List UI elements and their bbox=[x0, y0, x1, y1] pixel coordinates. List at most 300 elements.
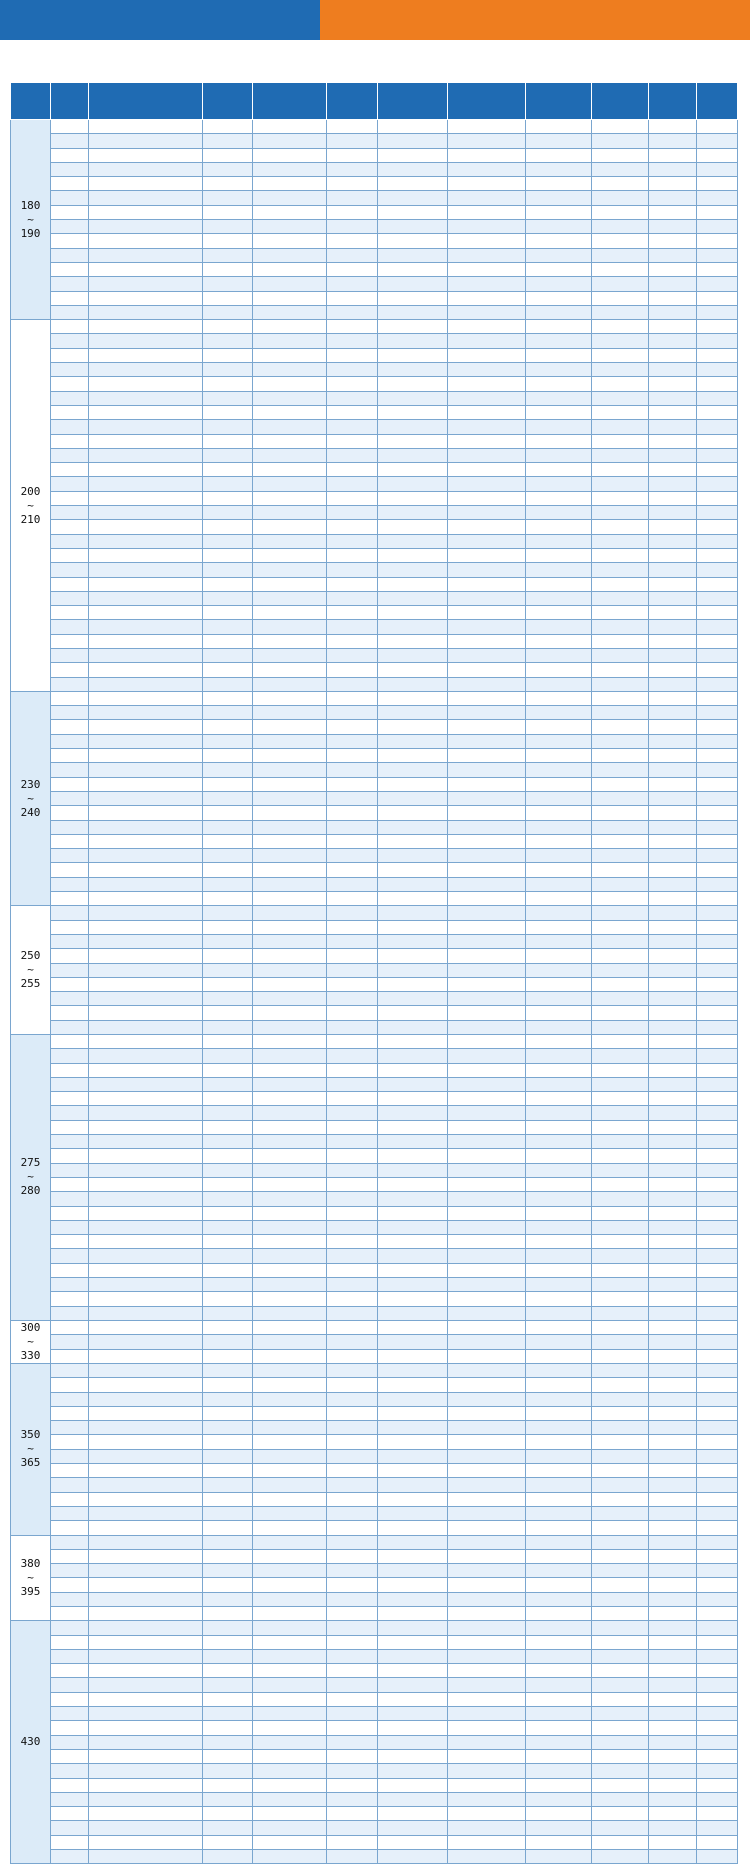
table-cell bbox=[649, 1163, 697, 1177]
table-cell bbox=[697, 634, 738, 648]
table-row bbox=[11, 1792, 738, 1806]
table-cell bbox=[649, 1835, 697, 1849]
table-cell bbox=[327, 348, 378, 362]
table-cell bbox=[253, 262, 327, 276]
row-number-cell bbox=[51, 1320, 89, 1334]
table-cell bbox=[526, 1850, 592, 1864]
table-cell bbox=[253, 977, 327, 991]
table-cell bbox=[327, 563, 378, 577]
table-cell bbox=[649, 506, 697, 520]
table-row bbox=[11, 992, 738, 1006]
table-cell bbox=[649, 1192, 697, 1206]
table-cell bbox=[526, 634, 592, 648]
table-cell bbox=[592, 1406, 649, 1420]
table-cell bbox=[203, 820, 253, 834]
row-number-cell bbox=[51, 763, 89, 777]
table-row bbox=[11, 1664, 738, 1678]
table-cell bbox=[327, 1077, 378, 1091]
table-cell bbox=[448, 1664, 526, 1678]
table-cell bbox=[526, 291, 592, 305]
table-cell bbox=[89, 791, 203, 805]
table-cell bbox=[327, 791, 378, 805]
table-cell bbox=[448, 1778, 526, 1792]
table-cell bbox=[526, 1292, 592, 1306]
row-number-cell bbox=[51, 677, 89, 691]
table-row bbox=[11, 1235, 738, 1249]
table-cell bbox=[697, 577, 738, 591]
table-cell bbox=[592, 1778, 649, 1792]
table-cell bbox=[526, 420, 592, 434]
table-cell bbox=[89, 734, 203, 748]
table-cell bbox=[203, 1035, 253, 1049]
series-label-line: 210 bbox=[20, 512, 41, 526]
table-cell bbox=[697, 1707, 738, 1721]
table-cell bbox=[592, 1349, 649, 1363]
table-cell bbox=[649, 1220, 697, 1234]
table-row bbox=[11, 434, 738, 448]
table-cell bbox=[649, 1592, 697, 1606]
table-cell bbox=[697, 234, 738, 248]
table-cell bbox=[526, 1163, 592, 1177]
table-cell bbox=[253, 420, 327, 434]
row-number-cell bbox=[51, 1263, 89, 1277]
table-cell bbox=[203, 1707, 253, 1721]
table-cell bbox=[526, 1020, 592, 1034]
table-cell bbox=[697, 1835, 738, 1849]
table-cell bbox=[448, 1721, 526, 1735]
row-number-cell bbox=[51, 706, 89, 720]
table-cell bbox=[253, 134, 327, 148]
table-cell bbox=[448, 363, 526, 377]
table-row bbox=[11, 506, 738, 520]
table-cell bbox=[253, 691, 327, 705]
table-cell bbox=[592, 363, 649, 377]
table-cell bbox=[448, 634, 526, 648]
row-number-cell bbox=[51, 234, 89, 248]
table-cell bbox=[592, 620, 649, 634]
table-row bbox=[11, 892, 738, 906]
row-number-cell bbox=[51, 305, 89, 319]
table-cell bbox=[448, 1235, 526, 1249]
row-number-cell bbox=[51, 463, 89, 477]
table-cell bbox=[649, 1406, 697, 1420]
table-cell bbox=[697, 906, 738, 920]
table-cell bbox=[448, 1378, 526, 1392]
table-cell bbox=[697, 1807, 738, 1821]
table-cell bbox=[89, 1020, 203, 1034]
table-cell bbox=[378, 906, 448, 920]
table-cell bbox=[378, 1278, 448, 1292]
table-cell bbox=[327, 1135, 378, 1149]
table-row bbox=[11, 1406, 738, 1420]
table-cell bbox=[697, 1049, 738, 1063]
table-cell bbox=[697, 949, 738, 963]
table-cell bbox=[526, 120, 592, 134]
row-number-cell bbox=[51, 148, 89, 162]
table-cell bbox=[378, 834, 448, 848]
table-cell bbox=[378, 1135, 448, 1149]
table-cell bbox=[649, 877, 697, 891]
table-row bbox=[11, 148, 738, 162]
series-label-line: ~ bbox=[27, 1570, 34, 1584]
row-number-cell bbox=[51, 448, 89, 462]
table-cell bbox=[526, 134, 592, 148]
table-cell bbox=[592, 1249, 649, 1263]
table-cell bbox=[448, 606, 526, 620]
table-cell bbox=[203, 1149, 253, 1163]
table-cell bbox=[592, 834, 649, 848]
series-label-line: 330 bbox=[20, 1348, 41, 1362]
table-cell bbox=[378, 992, 448, 1006]
table-row bbox=[11, 820, 738, 834]
table-cell bbox=[253, 620, 327, 634]
table-cell bbox=[697, 148, 738, 162]
table-row bbox=[11, 363, 738, 377]
table-cell bbox=[697, 1020, 738, 1034]
row-number-cell bbox=[51, 806, 89, 820]
table-cell bbox=[89, 348, 203, 362]
table-cell bbox=[253, 1635, 327, 1649]
table-cell bbox=[203, 1192, 253, 1206]
table-cell bbox=[649, 577, 697, 591]
table-cell bbox=[327, 1778, 378, 1792]
table-cell bbox=[327, 849, 378, 863]
table-cell bbox=[592, 1592, 649, 1606]
table-cell bbox=[203, 1764, 253, 1778]
table-cell bbox=[378, 1521, 448, 1535]
row-number-cell bbox=[51, 1506, 89, 1520]
table-cell bbox=[89, 534, 203, 548]
table-cell bbox=[327, 477, 378, 491]
table-cell bbox=[327, 1807, 378, 1821]
table-cell bbox=[327, 1764, 378, 1778]
table-cell bbox=[592, 1549, 649, 1563]
table-cell bbox=[327, 1063, 378, 1077]
table-cell bbox=[592, 1206, 649, 1220]
table-cell bbox=[253, 1149, 327, 1163]
table-cell bbox=[378, 377, 448, 391]
table-cell bbox=[327, 534, 378, 548]
table-cell bbox=[203, 791, 253, 805]
table-cell bbox=[697, 291, 738, 305]
table-cell bbox=[327, 1120, 378, 1134]
table-cell bbox=[253, 1392, 327, 1406]
table-cell bbox=[378, 1378, 448, 1392]
table-cell bbox=[697, 1392, 738, 1406]
table-row bbox=[11, 877, 738, 891]
table-cell bbox=[253, 763, 327, 777]
series-label-line: 255 bbox=[20, 977, 41, 991]
table-row bbox=[11, 1378, 738, 1392]
table-cell bbox=[327, 763, 378, 777]
table-cell bbox=[253, 577, 327, 591]
table-cell bbox=[203, 1120, 253, 1134]
table-cell bbox=[592, 663, 649, 677]
table-cell bbox=[203, 749, 253, 763]
table-cell bbox=[592, 1821, 649, 1835]
table-cell bbox=[592, 920, 649, 934]
table-cell bbox=[327, 1020, 378, 1034]
table-cell bbox=[649, 892, 697, 906]
table-cell bbox=[327, 1649, 378, 1663]
table-cell bbox=[327, 1149, 378, 1163]
table-cell bbox=[253, 1606, 327, 1620]
table-cell bbox=[253, 1349, 327, 1363]
row-number-cell bbox=[51, 849, 89, 863]
table-cell bbox=[697, 1850, 738, 1864]
table-cell bbox=[448, 1306, 526, 1320]
table-cell bbox=[649, 220, 697, 234]
table-cell bbox=[327, 448, 378, 462]
table-cell bbox=[378, 1120, 448, 1134]
row-number-cell bbox=[51, 348, 89, 362]
table-cell bbox=[378, 1063, 448, 1077]
table-cell bbox=[697, 992, 738, 1006]
table-cell bbox=[89, 1306, 203, 1320]
table-cell bbox=[448, 1163, 526, 1177]
table-cell bbox=[327, 1163, 378, 1177]
table-cell bbox=[448, 577, 526, 591]
table-cell bbox=[649, 1549, 697, 1563]
table-cell bbox=[697, 1363, 738, 1377]
series-label-line: 395 bbox=[20, 1584, 41, 1598]
table-cell bbox=[378, 1263, 448, 1277]
table-cell bbox=[89, 1464, 203, 1478]
table-cell bbox=[203, 777, 253, 791]
table-cell bbox=[203, 1578, 253, 1592]
table-cell bbox=[89, 1635, 203, 1649]
table-cell bbox=[448, 448, 526, 462]
table-cell bbox=[89, 1063, 203, 1077]
table-cell bbox=[378, 191, 448, 205]
table-cell bbox=[697, 763, 738, 777]
row-number-cell bbox=[51, 1092, 89, 1106]
table-row bbox=[11, 906, 738, 920]
table-cell bbox=[378, 777, 448, 791]
table-cell bbox=[327, 363, 378, 377]
table-cell bbox=[592, 1850, 649, 1864]
row-number-cell bbox=[51, 920, 89, 934]
table-cell bbox=[378, 892, 448, 906]
table-cell bbox=[89, 949, 203, 963]
table-cell bbox=[448, 1835, 526, 1849]
table-cell bbox=[378, 291, 448, 305]
table-cell bbox=[526, 1220, 592, 1234]
table-cell bbox=[203, 377, 253, 391]
table-cell bbox=[253, 1792, 327, 1806]
table-cell bbox=[592, 820, 649, 834]
row-number-cell bbox=[51, 749, 89, 763]
table-cell bbox=[89, 1807, 203, 1821]
table-cell bbox=[253, 849, 327, 863]
table-cell bbox=[378, 1678, 448, 1692]
table-cell bbox=[89, 591, 203, 605]
table-cell bbox=[526, 1249, 592, 1263]
row-number-cell bbox=[51, 506, 89, 520]
table-cell bbox=[378, 1492, 448, 1506]
row-number-cell bbox=[51, 162, 89, 176]
table-cell bbox=[327, 506, 378, 520]
table-cell bbox=[253, 648, 327, 662]
table-cell bbox=[649, 1020, 697, 1034]
table-cell bbox=[203, 548, 253, 562]
header-cell bbox=[89, 83, 203, 120]
table-cell bbox=[697, 377, 738, 391]
row-number-cell bbox=[51, 1235, 89, 1249]
table-cell bbox=[592, 1163, 649, 1177]
row-number-cell bbox=[51, 291, 89, 305]
table-row bbox=[11, 1006, 738, 1020]
table-row bbox=[11, 1220, 738, 1234]
table-row bbox=[11, 749, 738, 763]
row-number-cell bbox=[51, 591, 89, 605]
table-cell bbox=[448, 1392, 526, 1406]
table-cell bbox=[649, 1506, 697, 1520]
table-cell bbox=[697, 134, 738, 148]
table-cell bbox=[378, 1077, 448, 1091]
table-cell bbox=[253, 162, 327, 176]
row-number-cell bbox=[51, 1564, 89, 1578]
table-cell bbox=[592, 477, 649, 491]
table-cell bbox=[697, 277, 738, 291]
table-cell bbox=[203, 620, 253, 634]
row-number-cell bbox=[51, 248, 89, 262]
table-cell bbox=[378, 1206, 448, 1220]
table-cell bbox=[253, 1835, 327, 1849]
table-cell bbox=[448, 1449, 526, 1463]
table-cell bbox=[448, 1735, 526, 1749]
table-cell bbox=[378, 448, 448, 462]
table-cell bbox=[697, 1149, 738, 1163]
table-cell bbox=[697, 1521, 738, 1535]
table-cell bbox=[649, 1392, 697, 1406]
series-group-cell bbox=[11, 1363, 51, 1535]
table-cell bbox=[448, 1249, 526, 1263]
table-row bbox=[11, 1649, 738, 1663]
table-cell bbox=[649, 148, 697, 162]
table-cell bbox=[526, 734, 592, 748]
table-cell bbox=[649, 1177, 697, 1191]
table-cell bbox=[649, 363, 697, 377]
table-cell bbox=[592, 534, 649, 548]
table-cell bbox=[526, 1764, 592, 1778]
table-cell bbox=[89, 377, 203, 391]
table-cell bbox=[378, 434, 448, 448]
table-cell bbox=[526, 1006, 592, 1020]
table-cell bbox=[526, 1621, 592, 1635]
table-row bbox=[11, 863, 738, 877]
table-cell bbox=[89, 1363, 203, 1377]
table-cell bbox=[378, 1392, 448, 1406]
table-cell bbox=[89, 1850, 203, 1864]
row-number-cell bbox=[51, 1578, 89, 1592]
table-cell bbox=[327, 434, 378, 448]
table-cell bbox=[649, 1606, 697, 1620]
table-cell bbox=[592, 577, 649, 591]
table-row bbox=[11, 334, 738, 348]
table-cell bbox=[448, 1320, 526, 1334]
row-number-cell bbox=[51, 963, 89, 977]
table-cell bbox=[203, 363, 253, 377]
table-cell bbox=[203, 606, 253, 620]
table-row bbox=[11, 706, 738, 720]
table-cell bbox=[327, 1564, 378, 1578]
table-cell bbox=[89, 820, 203, 834]
table-cell bbox=[697, 791, 738, 805]
row-number-cell bbox=[51, 1363, 89, 1377]
table-row bbox=[11, 248, 738, 262]
table-cell bbox=[649, 334, 697, 348]
table-cell bbox=[649, 620, 697, 634]
table-cell bbox=[253, 663, 327, 677]
table-cell bbox=[592, 148, 649, 162]
table-cell bbox=[697, 1249, 738, 1263]
table-cell bbox=[327, 1378, 378, 1392]
table-cell bbox=[327, 305, 378, 319]
row-number-cell bbox=[51, 1606, 89, 1620]
table-cell bbox=[649, 1764, 697, 1778]
table-cell bbox=[697, 1235, 738, 1249]
table-cell bbox=[592, 420, 649, 434]
table-cell bbox=[203, 348, 253, 362]
table-cell bbox=[327, 1635, 378, 1649]
table-row bbox=[11, 1535, 738, 1549]
row-number-cell bbox=[51, 606, 89, 620]
table-cell bbox=[526, 663, 592, 677]
table-cell bbox=[203, 405, 253, 419]
table-cell bbox=[448, 1278, 526, 1292]
table-cell bbox=[448, 234, 526, 248]
table-row bbox=[11, 1363, 738, 1377]
table-cell bbox=[526, 1320, 592, 1334]
table-cell bbox=[253, 1378, 327, 1392]
table-cell bbox=[327, 934, 378, 948]
table-cell bbox=[89, 1206, 203, 1220]
table-cell bbox=[203, 391, 253, 405]
table-cell bbox=[253, 1592, 327, 1606]
table-cell bbox=[649, 1320, 697, 1334]
table-cell bbox=[448, 1592, 526, 1606]
table-cell bbox=[592, 849, 649, 863]
table-row bbox=[11, 663, 738, 677]
table-cell bbox=[649, 720, 697, 734]
table-cell bbox=[253, 963, 327, 977]
table-cell bbox=[253, 434, 327, 448]
table-cell bbox=[89, 1192, 203, 1206]
table-cell bbox=[526, 1278, 592, 1292]
table-cell bbox=[253, 1278, 327, 1292]
table-cell bbox=[592, 1421, 649, 1435]
table-cell bbox=[697, 1692, 738, 1706]
row-number-cell bbox=[51, 734, 89, 748]
table-row bbox=[11, 577, 738, 591]
table-row bbox=[11, 534, 738, 548]
row-number-cell bbox=[51, 1106, 89, 1120]
table-cell bbox=[327, 291, 378, 305]
table-cell bbox=[327, 1206, 378, 1220]
table-cell bbox=[203, 1649, 253, 1663]
table-cell bbox=[203, 262, 253, 276]
table-cell bbox=[697, 1635, 738, 1649]
table-cell bbox=[378, 763, 448, 777]
table-cell bbox=[203, 1778, 253, 1792]
table-cell bbox=[697, 1006, 738, 1020]
table-row bbox=[11, 1035, 738, 1049]
row-number-cell bbox=[51, 1249, 89, 1263]
table-cell bbox=[327, 920, 378, 934]
table-cell bbox=[697, 1721, 738, 1735]
table-cell bbox=[448, 1821, 526, 1835]
